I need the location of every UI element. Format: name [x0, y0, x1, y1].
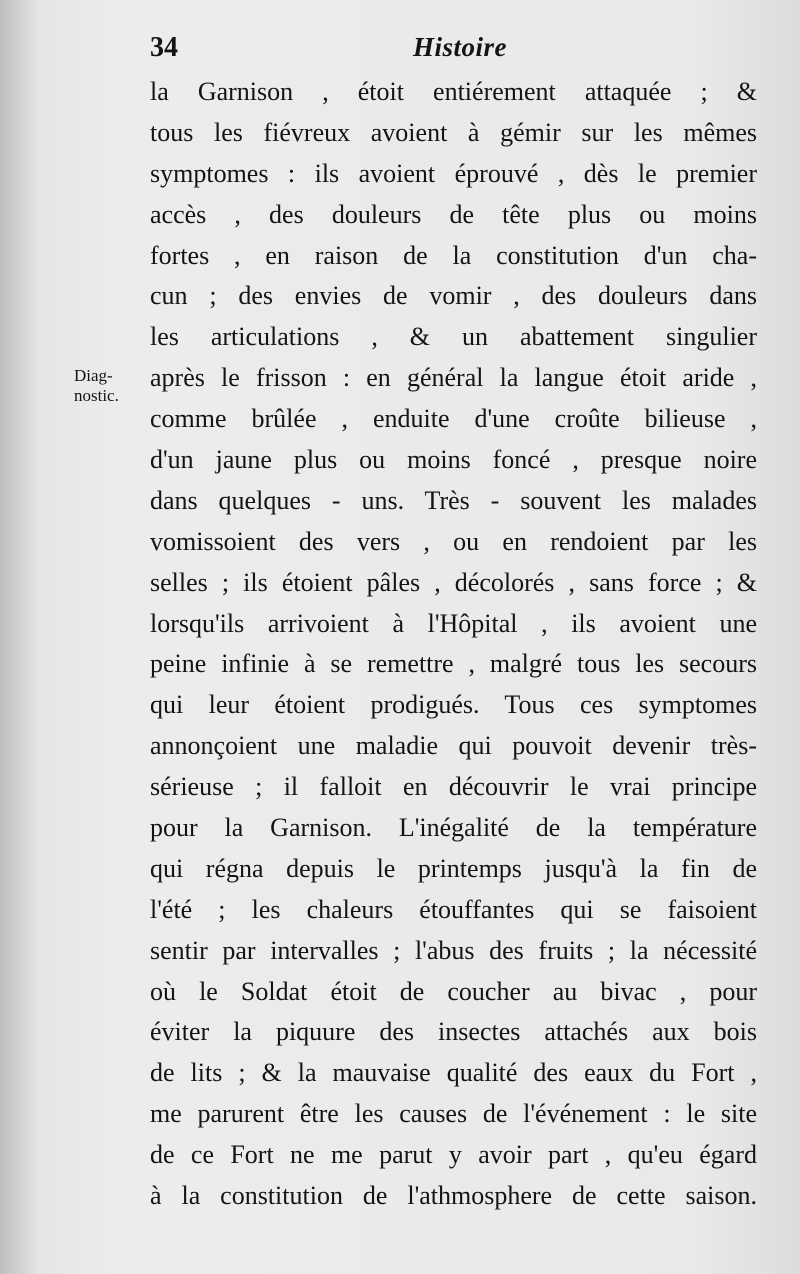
page-header	[0, 28, 800, 68]
text-line: sentir par intervalles ; l'abus des fruits ; la nécessité	[150, 935, 757, 965]
text-line: sérieuse ; il falloit en découvrir le vrai principe	[150, 772, 757, 802]
text-line: comme brûlée , enduite d'une croûte bilieuse ,	[150, 404, 757, 434]
text-line: de ce Fort ne me parut y avoir part , qu'eu égard	[150, 1140, 757, 1170]
running-title: Histoire	[413, 32, 508, 62]
text-line: me parurent être les causes de l'événement : le site	[150, 1099, 757, 1129]
text-line: peine infinie à se remettre , malgré tous les secours	[150, 649, 757, 679]
body-text	[150, 72, 757, 1217]
text-line: à la constitution de l'athmosphere de cette saison.	[150, 1181, 757, 1211]
text-line: pour la Garnison. L'inégalité de la température	[150, 813, 757, 843]
text-line: tous les fiévreux avoient à gémir sur les mêmes	[150, 117, 757, 147]
page-number: 34	[150, 32, 178, 63]
text-line: après le frisson : en général la langue étoit aride ,	[150, 363, 757, 393]
margin-note-line: nostic.	[74, 386, 119, 405]
text-line: qui leur étoient prodigués. Tous ces symptomes	[150, 690, 757, 720]
margin-note-line: Diag-	[74, 366, 113, 385]
text-line: symptomes : ils avoient éprouvé , dès le premier	[150, 158, 757, 188]
margin-note	[74, 366, 146, 406]
text-line: qui régna depuis le printemps jusqu'à la fin de	[150, 853, 757, 883]
text-line: d'un jaune plus ou moins foncé , presque noire	[150, 445, 757, 475]
text-line: dans quelques - uns. Très - souvent les malades	[150, 485, 757, 515]
text-line: cun ; des envies de vomir , des douleurs dans	[150, 281, 757, 311]
text-line: où le Soldat étoit de coucher au bivac , pour	[150, 976, 757, 1006]
text-line: annonçoient une maladie qui pouvoit devenir très-	[150, 731, 757, 761]
text-line: les articulations , & un abattement singulier	[150, 322, 757, 352]
text-line: fortes , en raison de la constitution d'un cha-	[150, 240, 757, 270]
text-line: accès , des douleurs de tête plus ou moins	[150, 199, 757, 229]
text-line: selles ; ils étoient pâles , décolorés , sans force ; &	[150, 567, 757, 597]
text-line: de lits ; & la mauvaise qualité des eaux du Fort ,	[150, 1058, 757, 1088]
text-line: l'été ; les chaleurs étouffantes qui se faisoient	[150, 894, 757, 924]
text-line: lorsqu'ils arrivoient à l'Hôpital , ils avoient une	[150, 608, 757, 638]
text-line: la Garnison , étoit entiérement attaquée ; &	[150, 77, 757, 106]
text-line: vomissoient des vers , ou en rendoient par les	[150, 526, 757, 556]
text-line: éviter la piquure des insectes attachés aux bois	[150, 1017, 757, 1047]
